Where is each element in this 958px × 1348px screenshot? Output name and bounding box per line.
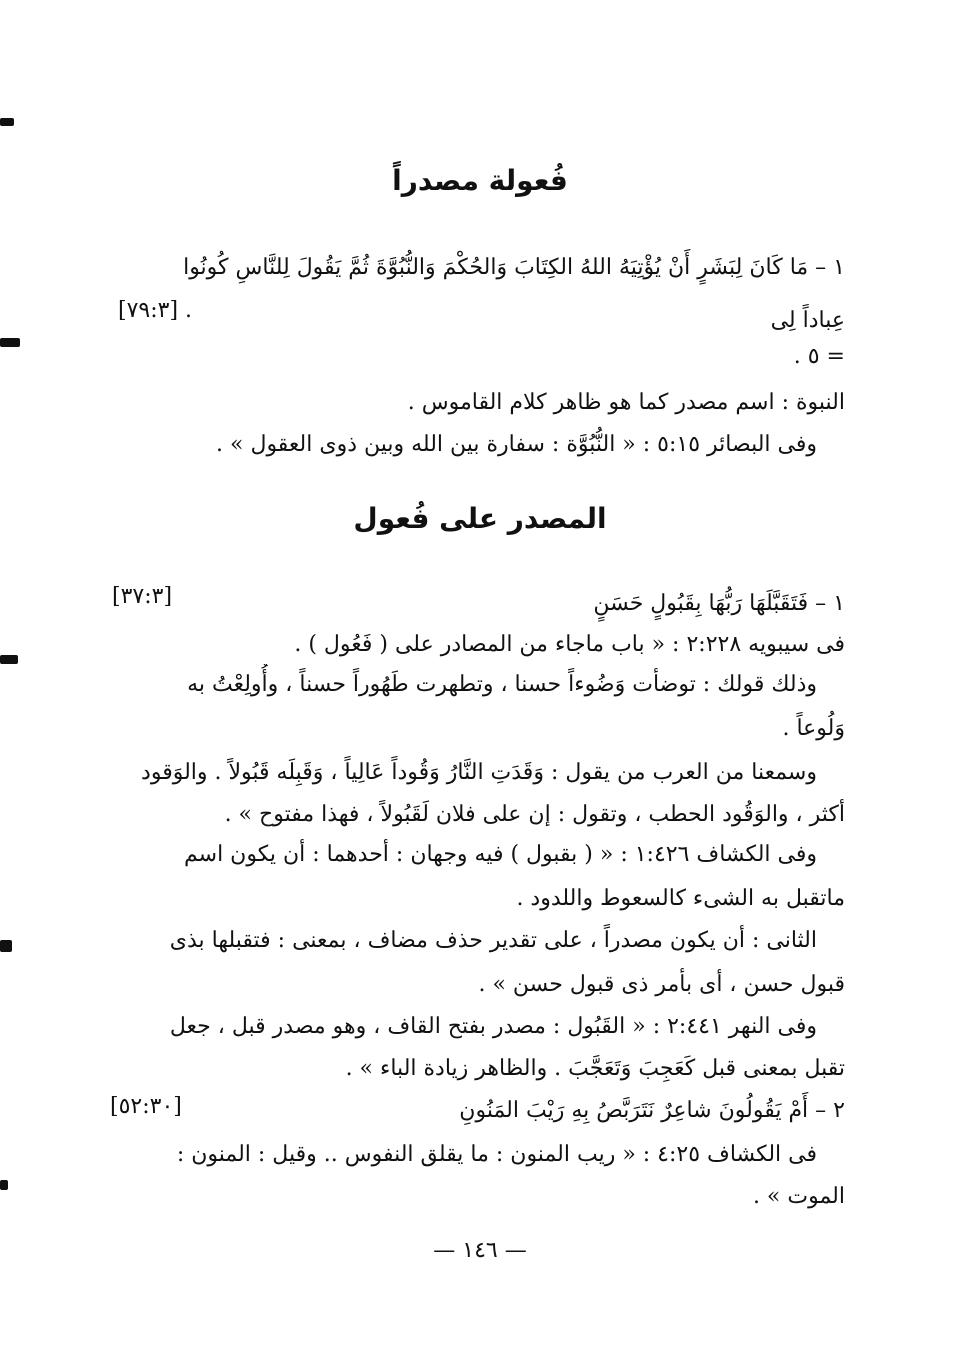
text-line: أكثر ، والوَقُود الحطب ، وتقول : إن على فلان لَقَبُولاً ، فهذا مفتوح » . [224, 802, 845, 827]
text-line: تقبل بمعنى قبل كَعَجِبَ وَتَعَجَّبَ . والظاهر زيادة الباء » . [345, 1056, 845, 1081]
edge-mark [0, 118, 14, 126]
edge-mark [0, 940, 12, 952]
page-number: — ١٤٦ — [433, 1238, 527, 1263]
verse-line: ٢ – أَمْ يَقُولُونَ شاعِرٌ نَتَرَبَّصُ بِهِ رَيْبَ المَنُونِ [459, 1098, 845, 1123]
section-title: المصدر على فُعول [353, 502, 607, 535]
text-line: = ٥ . [793, 344, 845, 369]
verse-line: ١ – مَا كَانَ لِبَشَرٍ أَنْ يُؤْتِيَهُ اللهُ الكِتَابَ وَالحُكْمَ وَالنُّبُوَّةَ ثُمَّ يَقُولَ لِلنَّاسِ كُونُوا [183, 255, 845, 280]
verse-reference: [٣٧:٣] [112, 584, 173, 609]
text-line: فى الكشاف ٤:٢٥ : « ريب المنون : ما يقلق النفوس .. وقيل : المنون : [176, 1142, 817, 1167]
text-line: وسمعنا من العرب من يقول : وَقَدَتِ النَّارُ وَقُوداً عَالِياً ، وَقَبِلَه قَبُولاً . والوَقود [141, 760, 817, 785]
text-line: وَلُوعاً . [782, 716, 845, 741]
verse-reference: [٧٩:٣] . [118, 298, 193, 323]
text-line: وفى البصائر ٥:١٥ : « النُّبُوَّة : سفارة بين الله وبين ذوى العقول » . [216, 432, 817, 457]
text-line: الثانى : أن يكون مصدراً ، على تقدير حذف مضاف ، بمعنى : فتقبلها بذى [169, 928, 817, 953]
section-title: فُعولة مصدراً [392, 164, 568, 197]
edge-mark [0, 338, 20, 347]
verse-line: عِباداً لِى [770, 308, 845, 333]
text-line: الموت » . [752, 1184, 845, 1209]
text-line: ماتقبل به الشىء كالسعوط واللدود . [516, 886, 845, 911]
edge-mark [0, 655, 18, 664]
text-line: وفى النهر ٢:٤٤١ : « القَبُول : مصدر بفتح القاف ، وهو مصدر قبل ، جعل [169, 1014, 817, 1039]
text-line: فى سيبويه ٢:٢٢٨ : « باب ماجاء من المصادر على ( فَعُول ) . [294, 632, 845, 657]
text-line: وفى الكشاف ١:٤٢٦ : « ( بقبول ) فيه وجهان : أحدهما : أن يكون اسم [184, 842, 817, 867]
verse-line: ١ – فَتَقَبَّلَهَا رَبُّهَا بِقَبُولٍ حَسَنٍ [593, 591, 845, 616]
text-line: النبوة : اسم مصدر كما هو ظاهر كلام القاموس . [407, 390, 845, 415]
text-line: وذلك قولك : توضأت وَضُوءاً حسنا ، وتطهرت طَهُوراً حسناً ، وأُولِعْتُ به [187, 672, 817, 697]
verse-reference: [٥٢:٣٠] [110, 1094, 182, 1119]
edge-mark [0, 1180, 8, 1190]
text-line: قبول حسن ، أى بأمر ذى قبول حسن » . [478, 972, 845, 997]
